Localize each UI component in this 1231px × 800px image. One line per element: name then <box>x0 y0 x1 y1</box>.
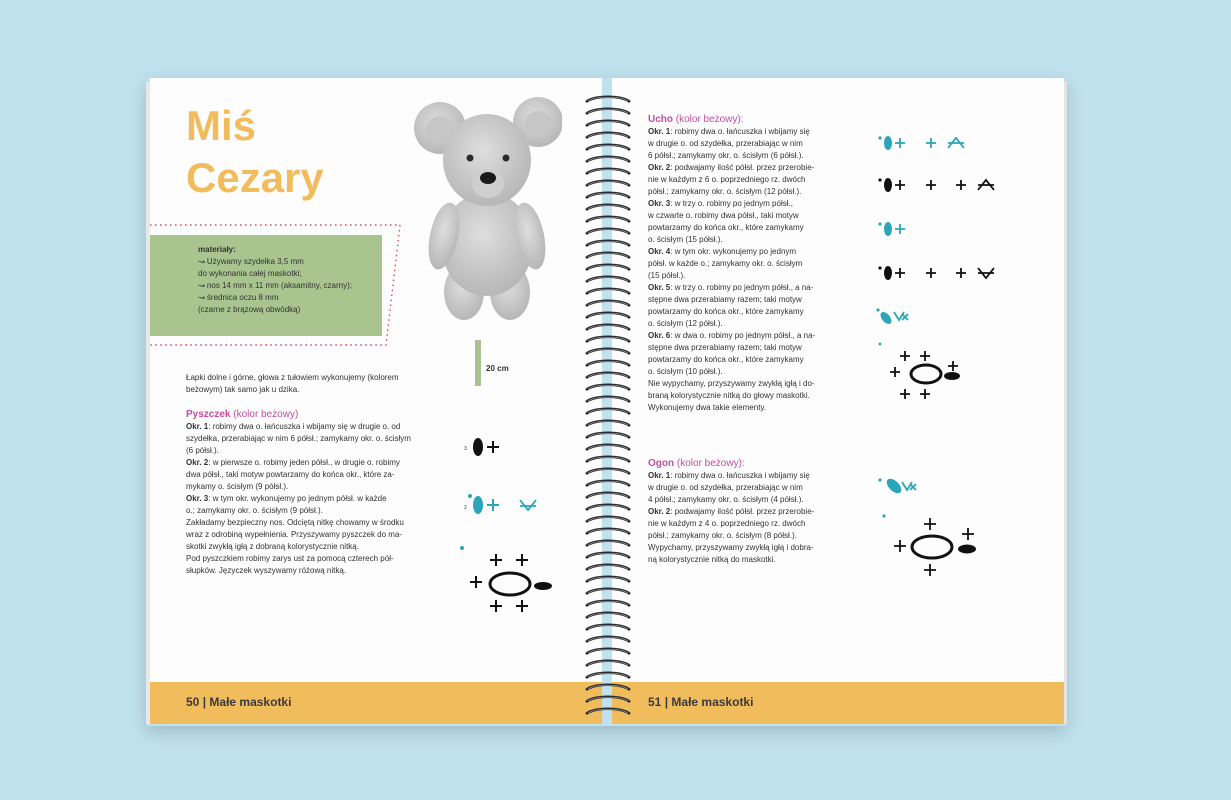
round-label: Okr. 5 <box>648 283 671 292</box>
spiral-coil <box>586 697 630 702</box>
round-text: powtarzamy do końca okr., które zamykamy <box>648 223 804 232</box>
spiral-coil <box>586 121 630 126</box>
round-label: Okr. 2 <box>648 507 671 516</box>
text-line <box>648 282 848 294</box>
page-number: 50 <box>186 695 200 709</box>
spiral-coil <box>586 217 630 222</box>
text-line <box>648 174 848 186</box>
size-label: 20 cm <box>486 364 509 373</box>
spiral-coil <box>586 553 630 558</box>
round-text: w drugie o. od szydełka, przerabiając w nim <box>648 139 803 148</box>
round-text: dwa półsł., taki motyw powtarzamy do końca okr., które za- <box>186 470 395 479</box>
text-line <box>648 554 848 566</box>
section-ogon <box>648 458 848 566</box>
right-page <box>612 78 1064 724</box>
footer-separator: | <box>202 695 207 709</box>
spiral-coil <box>586 145 630 150</box>
round-text: stępne dwa przerabiamy razem; taki motyw <box>648 295 802 304</box>
svg-text:3: 3 <box>464 446 467 452</box>
materials-heading: materiały: <box>198 245 236 254</box>
intro-line: beżowym) tak samo jak u dzika. <box>186 385 300 394</box>
spiral-coil <box>586 421 630 426</box>
text-line <box>648 234 848 246</box>
round-text: półsł.; zamykamy okr. o. ścisłym (12 półsł.). <box>648 187 802 196</box>
round-text: : w tym okr. wykonujemy po jednym półsł. w każde <box>208 494 387 503</box>
stitch-diagram-ucho <box>874 130 1014 410</box>
text-line <box>186 457 448 469</box>
spiral-coil <box>586 613 630 618</box>
title-line-2: Cezary <box>186 154 324 201</box>
round-label: Okr. 4 <box>648 247 671 256</box>
footer-text <box>186 695 291 709</box>
page-footer <box>612 682 1064 724</box>
section-ucho <box>648 114 848 414</box>
spiral-coil <box>586 433 630 438</box>
round-text: : robimy dwa o. łańcuszka i wbijamy się w drugie o. od <box>208 422 401 431</box>
round-text: : podwajamy ilość półsł. przez przerobie- <box>670 163 815 172</box>
round-text: słupków. Języczek wyszywamy różową nitką. <box>186 566 347 575</box>
spiral-coil <box>586 301 630 306</box>
round-text: w drugie o. od szydełka, przerabiając w nim <box>648 483 803 492</box>
text-line <box>186 421 448 433</box>
text-line <box>648 306 848 318</box>
round-text: : w dwa o. robimy po jednym półsł., a na- <box>670 331 816 340</box>
round-text: o.; zamykamy okr. o. ścisłym (9 półsł.). <box>186 506 323 515</box>
spiral-coil <box>586 541 630 546</box>
text-line <box>186 517 448 529</box>
round-text: braną kolorystycznie nitką do głowy maskotki. <box>648 391 810 400</box>
text-line <box>648 210 848 222</box>
round-text: półsł. w każde o.; zamykamy okr. o. ścisłym <box>648 259 803 268</box>
spiral-coil <box>586 229 630 234</box>
text-line <box>648 482 848 494</box>
round-label: Okr. 1 <box>186 422 209 431</box>
text-line <box>186 433 448 445</box>
round-text: powtarzamy do końca okr., które zamykamy <box>648 307 804 316</box>
footer-text <box>648 695 753 709</box>
text-line <box>648 138 848 150</box>
round-text: Nie wypychamy, przyszywamy zwykłą igłą i do- <box>648 379 815 388</box>
text-line <box>648 318 848 330</box>
text-line <box>648 126 848 138</box>
round-text: : podwajamy ilość półsł. przez przerobie- <box>670 507 815 516</box>
round-text: : w tym okr. wykonujemy po jednym <box>670 247 797 256</box>
section-title <box>648 114 848 126</box>
text-line <box>186 481 448 493</box>
text-line <box>648 246 848 258</box>
stitch-diagram-pyszczek <box>450 432 590 622</box>
round-label: Okr. 1 <box>648 127 671 136</box>
materials-line: ↝ Używamy szydełka 3,5 mm <box>198 257 304 266</box>
section-title-sub: (kolor beżowy): <box>674 458 745 469</box>
text-line <box>648 198 848 210</box>
stitch-diagram-ogon <box>876 474 996 584</box>
spiral-coil <box>586 361 630 366</box>
text-line <box>186 541 448 553</box>
section-title-sub: (kolor beżowy) <box>230 409 299 420</box>
spiral-coil <box>586 661 630 666</box>
section-title-main: Pyszczek <box>186 409 231 420</box>
text-line <box>648 222 848 234</box>
round-text: : w pierwsze o. robimy jeden półsł., w drugie o. robimy <box>208 458 400 467</box>
spiral-coil <box>586 589 630 594</box>
text-line <box>186 469 448 481</box>
text-line <box>648 342 848 354</box>
text-line <box>648 294 848 306</box>
spiral-coil <box>586 157 630 162</box>
size-ruler <box>475 340 481 386</box>
text-line <box>648 530 848 542</box>
spiral-coil <box>586 445 630 450</box>
round-text: nie w każdym z 4 o. poprzedniego rz. dwóch <box>648 519 806 528</box>
materials-line: ↝ nos 14 mm x 11 mm (aksamitny, czarny); <box>198 281 352 290</box>
spiral-coil <box>586 397 630 402</box>
round-text: o. ścisłym (12 półsł.). <box>648 319 723 328</box>
round-text: skotki zwykłą igłą z dobraną kolorystycznie nitką. <box>186 542 359 551</box>
text-line <box>648 270 848 282</box>
round-text: (6 półsł.). <box>186 446 219 455</box>
spiral-coil <box>586 457 630 462</box>
round-text: Wykonujemy dwa takie elementy. <box>648 403 767 412</box>
text-line <box>186 565 448 577</box>
svg-text:2: 2 <box>464 505 467 511</box>
spiral-coil <box>586 253 630 258</box>
spiral-coil <box>586 637 630 642</box>
footer-title: Małe maskotki <box>209 695 292 709</box>
materials-line: do wykonania całej maskotki; <box>198 269 302 278</box>
round-text: ną kolorystycznie nitką do maskotki. <box>648 555 776 564</box>
section-title <box>648 458 848 470</box>
round-text: : w trzy o. robimy po jednym półsł., a na- <box>670 283 814 292</box>
text-line <box>648 518 848 530</box>
round-text: o. ścisłym (10 półsł.). <box>648 367 723 376</box>
footer-title: Małe maskotki <box>671 695 754 709</box>
round-text: : robimy dwa o. łańcuszka i wbijamy się <box>670 471 810 480</box>
intro-paragraph <box>186 372 436 396</box>
spiral-coil <box>586 169 630 174</box>
intro-line: Łapki dolne i górne, głowa z tułowiem wykonujemy (kolorem <box>186 373 399 382</box>
text-line <box>648 506 848 518</box>
text-line <box>648 378 848 390</box>
round-label: Okr. 2 <box>648 163 671 172</box>
round-text: 6 półsł.; zamykamy okr. o. ścisłym (6 półsł.). <box>648 151 804 160</box>
round-label: Okr. 6 <box>648 331 671 340</box>
text-line <box>648 186 848 198</box>
footer-separator: | <box>664 695 669 709</box>
text-line <box>648 162 848 174</box>
round-text: półsł.; zamykamy okr. o. ścisłym (8 półsł.). <box>648 531 797 540</box>
round-text: : robimy dwa o. łańcuszka i wbijamy się <box>670 127 810 136</box>
round-text: (15 półsł.). <box>648 271 686 280</box>
spiral-coil <box>586 529 630 534</box>
round-label: Okr. 3 <box>648 199 671 208</box>
text-line <box>648 354 848 366</box>
round-text: powtarzamy do końca okr., które zamykamy <box>648 355 804 364</box>
text-line <box>186 445 448 457</box>
spiral-coil <box>586 505 630 510</box>
spiral-coil <box>586 97 630 102</box>
round-text: Wypychamy, przyszywamy zwykłą igłą i dobra- <box>648 543 814 552</box>
bear-photo <box>412 94 562 322</box>
round-text: w czwarte o. robimy dwa półsł., taki motyw <box>648 211 799 220</box>
spiral-binding <box>582 94 634 718</box>
spiral-coil <box>586 205 630 210</box>
spiral-coil <box>586 277 630 282</box>
text-line <box>648 258 848 270</box>
text-line <box>648 494 848 506</box>
section-title-main: Ucho <box>648 114 673 125</box>
page-footer <box>150 682 602 724</box>
spiral-coil <box>586 313 630 318</box>
spiral-coil <box>586 673 630 678</box>
spiral-coil <box>586 625 630 630</box>
spiral-coil <box>586 193 630 198</box>
section-lines <box>648 126 848 414</box>
text-line <box>186 529 448 541</box>
materials-line: (czarne z brązową obwódką) <box>198 305 301 314</box>
spiral-coil <box>586 325 630 330</box>
spiral-coil <box>586 517 630 522</box>
spiral-coil <box>586 649 630 654</box>
text-line <box>648 470 848 482</box>
text-line <box>648 390 848 402</box>
round-text: szydełka, przerabiając w nim 6 półsł.; zamykamy okr. o. ścisłym <box>186 434 411 443</box>
round-text: o. ścisłym (15 półsł.). <box>648 235 723 244</box>
round-text: 4 półsł.; zamykamy okr. o. ścisłym (4 półsł.). <box>648 495 804 504</box>
spiral-coil <box>586 601 630 606</box>
spiral-coil <box>586 289 630 294</box>
round-text: mykamy o. ścisłym (9 półsł.). <box>186 482 289 491</box>
round-label: Okr. 1 <box>648 471 671 480</box>
spiral-coil <box>586 709 630 714</box>
spiral-coil <box>586 241 630 246</box>
spiral-coil <box>586 133 630 138</box>
section-pyszczek <box>186 409 448 577</box>
diagram-round-3 <box>460 546 552 612</box>
text-line <box>186 493 448 505</box>
spiral-coil <box>586 385 630 390</box>
spiral-coil <box>586 337 630 342</box>
spiral-coil <box>586 481 630 486</box>
spiral-coil <box>586 373 630 378</box>
text-line <box>648 330 848 342</box>
text-line <box>648 402 848 414</box>
text-line <box>648 366 848 378</box>
round-label: Okr. 3 <box>186 494 209 503</box>
spiral-coil <box>586 349 630 354</box>
spiral-coil <box>586 469 630 474</box>
page-number: 51 <box>648 695 662 709</box>
title-line-1: Miś <box>186 102 257 149</box>
diagram-round-2 <box>464 494 536 514</box>
section-title <box>186 409 448 421</box>
spiral-coil <box>586 685 630 690</box>
materials-line: ↝ średnica oczu 8 mm <box>198 293 279 302</box>
spiral-coil <box>586 409 630 414</box>
round-text: Zakładamy bezpieczny nos. Odciętą nitkę chowamy w środku <box>186 518 404 527</box>
spiral-coil <box>586 577 630 582</box>
spiral-coil <box>586 109 630 114</box>
round-text: : w trzy o. robimy po jednym półsł., <box>670 199 793 208</box>
section-lines <box>648 470 848 566</box>
materials-list <box>198 244 352 316</box>
spiral-coil <box>586 493 630 498</box>
section-lines <box>186 421 448 577</box>
text-line <box>186 505 448 517</box>
text-line <box>648 150 848 162</box>
spiral-coil <box>586 265 630 270</box>
left-page <box>150 78 602 724</box>
spiral-coil <box>586 565 630 570</box>
diagram-round-1 <box>464 438 499 456</box>
page-title <box>186 100 324 204</box>
round-label: Okr. 2 <box>186 458 209 467</box>
round-text: stępne dwa przerabiamy razem; taki motyw <box>648 343 802 352</box>
round-text: wraz z odrobiną wypełnienia. Przyszywamy pyszczek do ma- <box>186 530 403 539</box>
text-line <box>648 542 848 554</box>
section-title-main: Ogon <box>648 458 675 469</box>
spiral-coil <box>586 181 630 186</box>
text-line <box>186 553 448 565</box>
round-text: nie w każdym z 6 o. poprzedniego rz. dwóch <box>648 175 806 184</box>
section-title-sub: (kolor beżowy): <box>673 114 744 125</box>
round-text: Pod pyszczkiem robimy zarys ust za pomocą czterech pół- <box>186 554 394 563</box>
